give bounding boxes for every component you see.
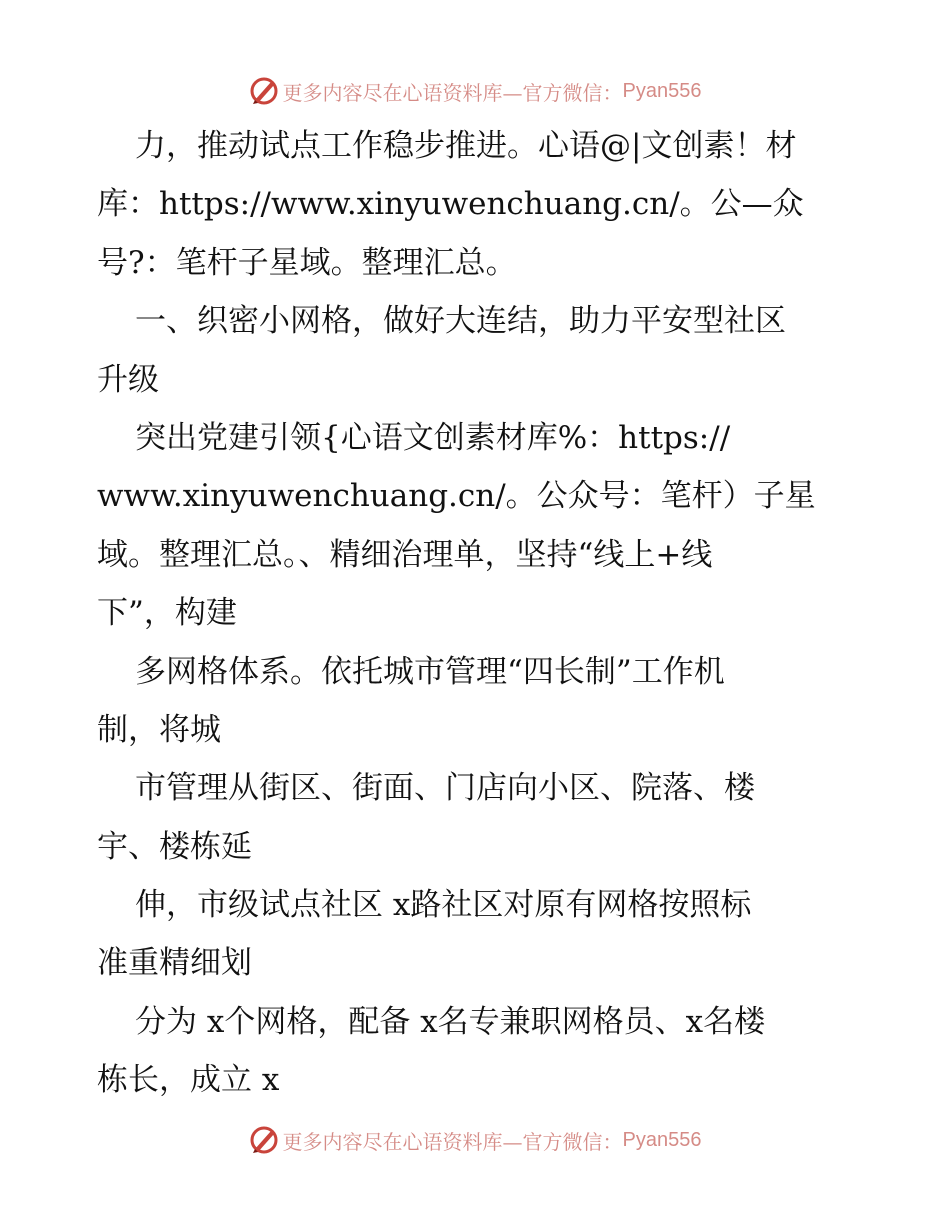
text-line: 号?：笔杆子星域。整理汇总。 xyxy=(97,244,517,281)
text-line: 市管理从街区、街面、门店向小区、院落、楼 xyxy=(135,770,755,807)
document-body xyxy=(97,117,857,1110)
header-wechat-id: Pyan556 xyxy=(622,79,702,102)
text-line: 宇、楼栋延 xyxy=(97,828,252,865)
section-heading: 一、织密小网格，做好大连结，助力平安型社区 xyxy=(135,303,786,340)
text-line: www.xinyuwenchuang.cn/。公众号：笔杆）子星 xyxy=(97,478,816,515)
footer-wechat-id: Pyan556 xyxy=(622,1128,702,1151)
text-line: 制，将城 xyxy=(97,711,221,748)
footer-banner-text: 更多内容尽在心语资料库—官方微信： xyxy=(282,1129,623,1154)
header-banner xyxy=(0,71,950,111)
text-line: 突出党建引领{心语文创素材库%：https:// xyxy=(135,419,731,456)
text-line: 升级 xyxy=(97,361,159,398)
text-line: 多网格体系。依托城市管理“四长制”工作机 xyxy=(135,653,725,690)
text-line: 下”，构建 xyxy=(97,595,237,632)
pen-logo-icon xyxy=(249,76,279,106)
text-line: 伸，市级试点社区 x路社区对原有网格按照标 xyxy=(135,887,752,924)
text-line: 栋长，成立 x xyxy=(97,1062,280,1099)
text-line: 域。整理汇总。、精细治理单，坚持“线上+线 xyxy=(97,536,713,573)
footer-banner xyxy=(0,1120,950,1160)
header-banner-text: 更多内容尽在心语资料库—官方微信： xyxy=(282,80,623,105)
text-line: 准重精细划 xyxy=(97,945,252,982)
text-line: 力，推动试点工作稳步推进。心语@|文创素！材 xyxy=(135,128,797,164)
text-line: 库：https://www.xinyuwenchuang.cn/。公—众 xyxy=(97,186,804,223)
pen-logo-icon xyxy=(249,1125,279,1155)
text-line: 分为 x个网格，配备 x名专兼职网格员、x名楼 xyxy=(135,1003,766,1040)
